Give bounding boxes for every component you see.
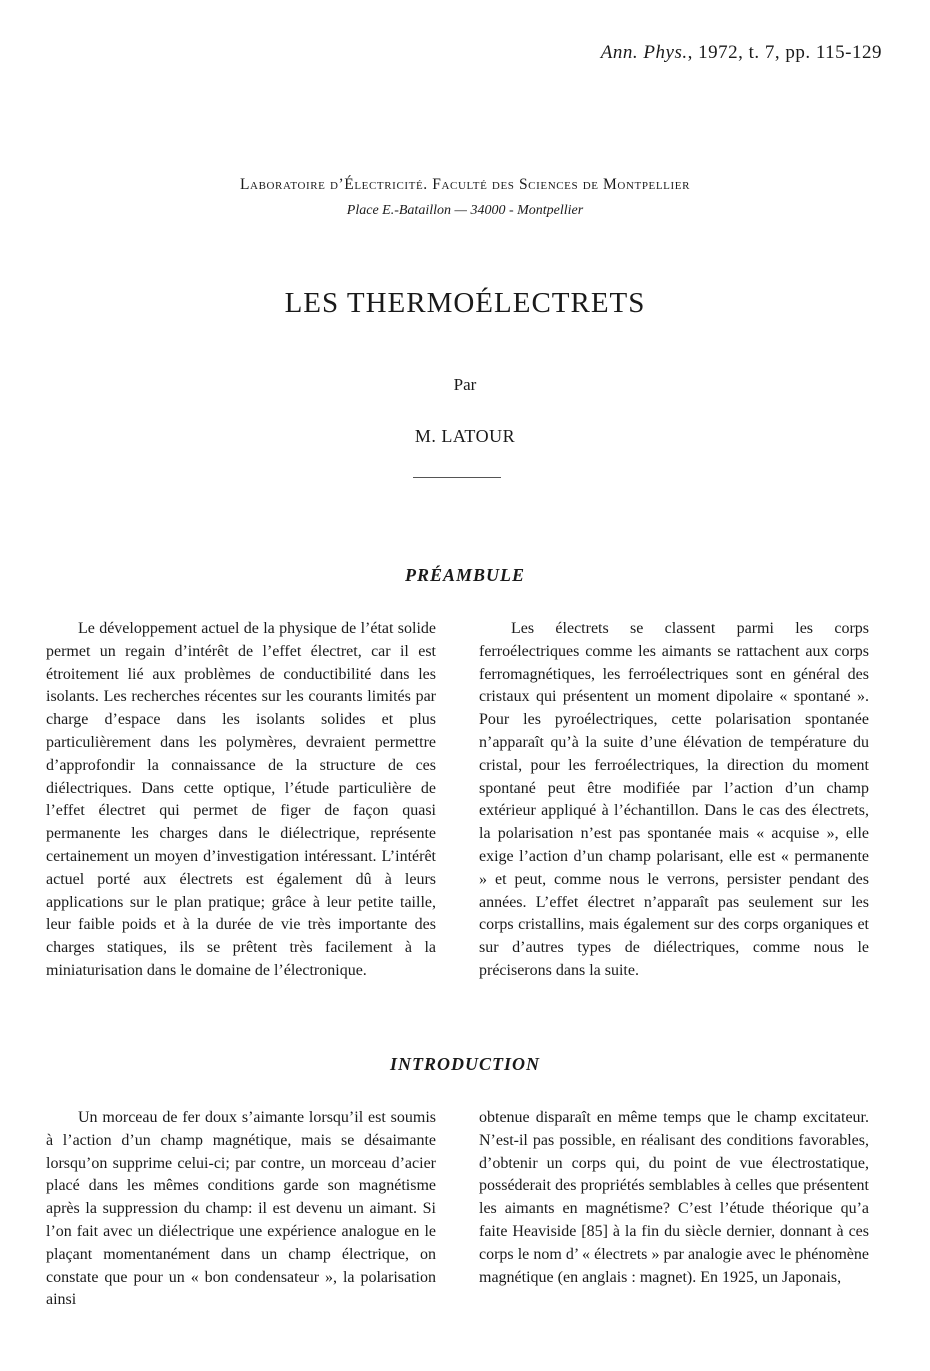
introduction-paragraph-1: Un morceau de fer doux s’aimante lorsqu’il est soumis à l’action d’un champ magnétique, mais se désaimante lorsqu’on supprime celui-ci; par contre, un morceau d’acier placé dans les mêmes conditions garde son magnétisme après la suppression du champ: il est devenu un aimant. Si l’on fait avec un diélectrique une expérience analogue en le plaçant momentanément dans un champ électrique, on constate que pour un « bon condensateur », la polarisation ainsi (46, 1109, 436, 1309)
author-name: M. LATOUR (414, 426, 516, 446)
by-label: Par (453, 375, 477, 394)
introduction-paragraph-continued: obtenue disparaît en même temps que le champ excitateur. N’est-il pas possible, en réalisant des conditions favorables, d’obtenir un corps qui, du point de vue électrostatique, posséderait des propriétés semblables à celles que présentent les aimants en magnétisme? C’est l’étude théorique qu’a faite Heaviside [85] à la fin du siècle dernier, donnant à ces corps le nom d’ « électrets » par analogie avec le phénomène magnétique (en anglais : magnet). En 1925, un Japonais, (479, 1109, 869, 1286)
introduction-right-column (479, 1107, 869, 1289)
title-divider (413, 477, 501, 478)
journal-name: Ann. Phys. (600, 42, 688, 63)
citation-details: , 1972, t. 7, pp. 115-129 (687, 42, 882, 63)
preamble-paragraph-2: Les électrets se classent parmi les corps ferroélectriques comme les aimants se rattachent aux corps ferromagnétiques, les ferroélectriques sont en général des cristaux qui présentent un moment dipolaire « spontané ». Pour les pyroélectriques, cette polarisation spontanée n’apparaît qu’à la suite d’une élévation de température du cristal, pour les ferroélectriques, la direction du moment spontané peut être modifiée par l’action d’un champ extérieur appliqué à l’échantillon. Dans le cas des électrets, la polarisation n’est pas spontanée mais « acquise », elle exige l’action d’un champ polarisant, elle est « permanente » et peut, comme nous le verrons, persister pendant des années. L’effet électret n’apparaît pas seulement sur les corps cristallins, mais également sur des corps organiques et sur d’autres types de diélectriques, comme nous le préciserons dans la suite. (479, 620, 869, 979)
affiliation-line: Laboratoire d’Électricité. Faculté des Sciences de Montpellier (239, 176, 691, 193)
journal-citation (601, 42, 882, 64)
preamble-left-column (46, 618, 436, 983)
address-line: Place E.-Bataillon — 34000 - Montpellier (346, 203, 584, 218)
preamble-heading: PRÉAMBULE (404, 565, 526, 585)
introduction-left-column (46, 1107, 436, 1312)
preamble-right-column (479, 618, 869, 983)
preamble-paragraph-1: Le développement actuel de la physique de l’état solide permet un regain d’intérêt de l’effet électret, car il est étroitement lié aux problèmes de conductibilité dans les isolants. Les recherches récentes sur les courants limités par charge d’espace dans les isolants solides et plus particulièrement dans les polymères, devraient permettre d’approfondir la connaissance de la structure de ces diélectriques. Dans cette optique, l’étude particulière de l’effet électret qui permet de figer de façon quasi permanente les charges dans le diélectrique, représente certainement un moyen d’investigation intéressant. L’intérêt actuel porté aux électrets est également dû à leurs applications sur le plan pratique; grâce à leur petite taille, leur faible poids et à la durée de vie très importante des charges statiques, ils se prêtent très facilement à la miniaturisation dans le domaine de l’électronique. (46, 620, 436, 979)
introduction-heading: INTRODUCTION (389, 1054, 540, 1074)
article-title: LES THERMOÉLECTRETS (284, 287, 646, 319)
